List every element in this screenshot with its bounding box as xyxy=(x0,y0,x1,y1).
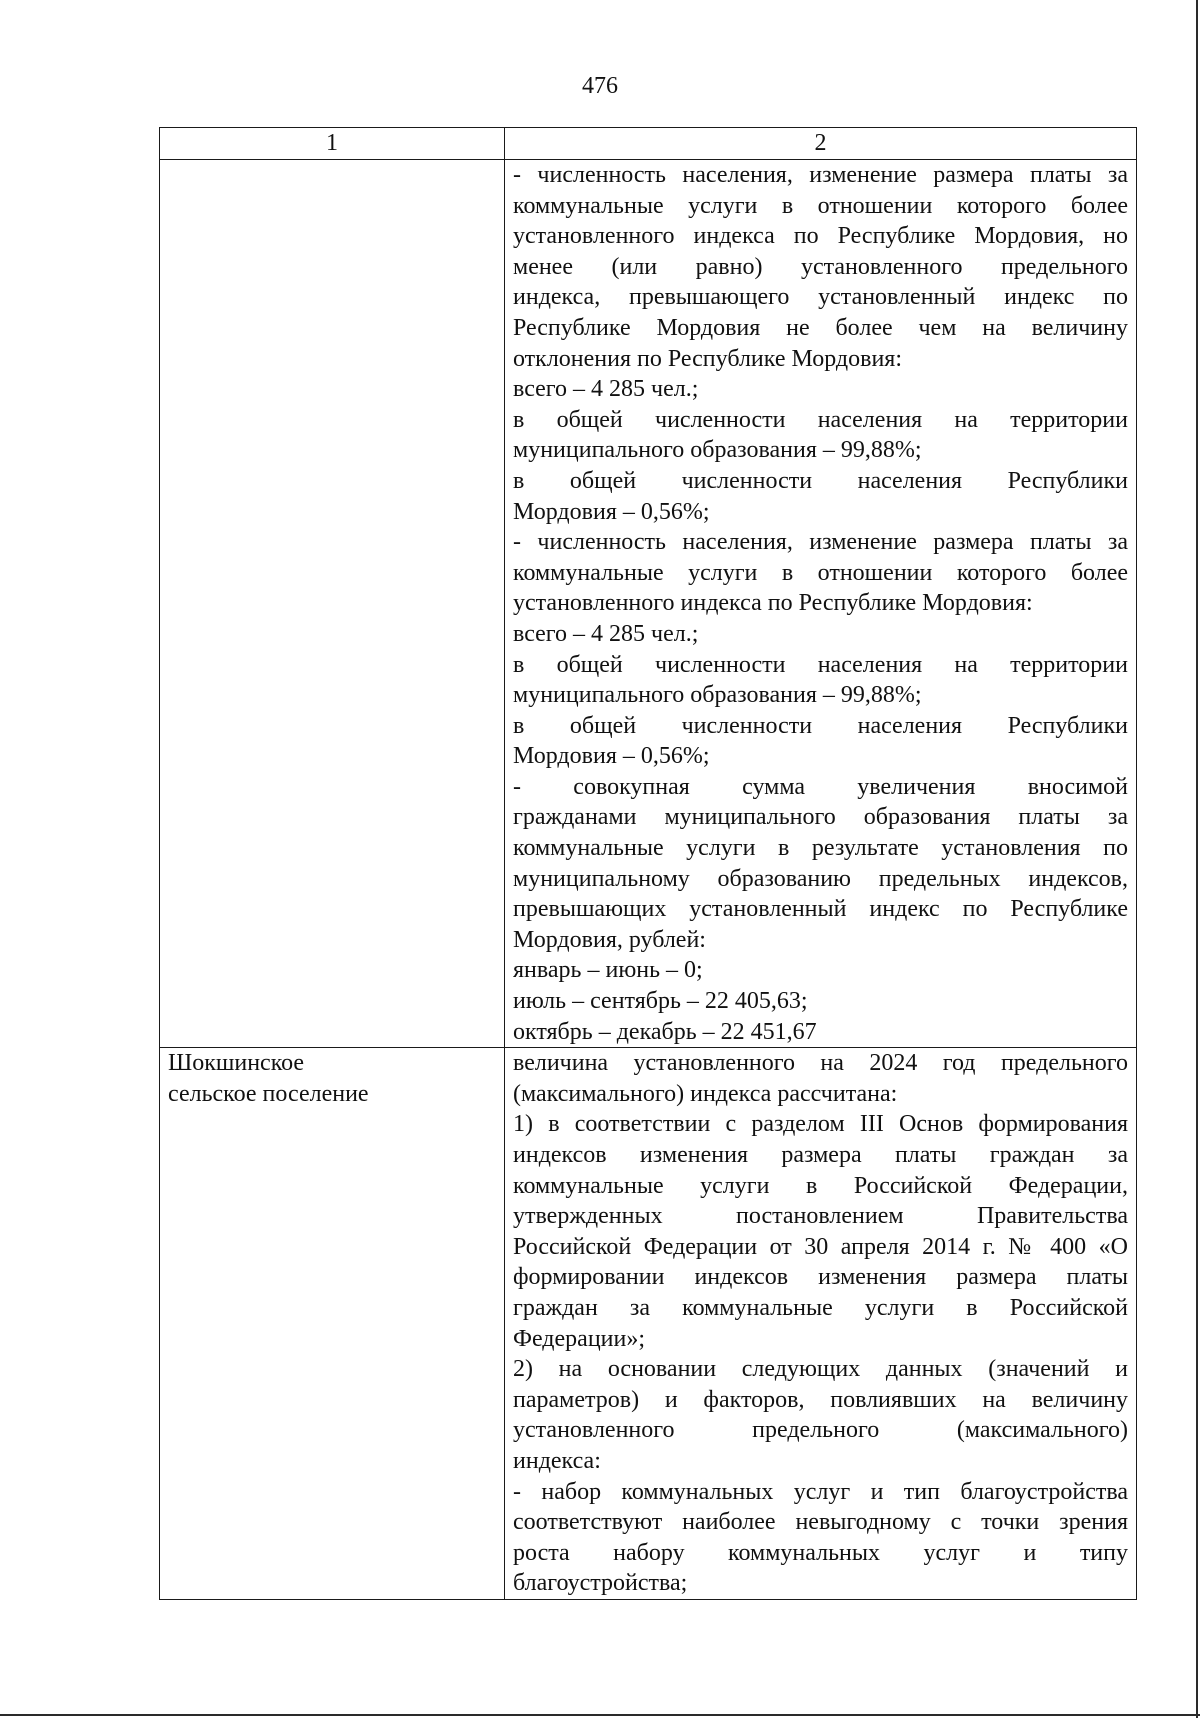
text-line: индексов изменения размера платы граждан за xyxy=(513,1142,1128,1168)
text-line: - совокупная сумма увеличения вносимой xyxy=(513,773,1128,800)
column-header-1: 1 xyxy=(160,128,505,160)
text-line: Российской Федерации от 30 апреля 2014 г. № 400 «О xyxy=(513,1233,1128,1260)
table-header-row xyxy=(160,128,1137,160)
text-line: в общей численности населения на территории xyxy=(513,651,1128,678)
text-line: коммунальные услуги в отношении которого более xyxy=(513,192,1128,219)
scan-right-edge xyxy=(1196,0,1198,1718)
municipality-cell xyxy=(160,1048,505,1600)
text-line: всего – 4 285 чел.; xyxy=(513,620,699,647)
text-line: коммунальные услуги в результате установления по xyxy=(513,835,1128,862)
text-line: муниципальному образованию предельных индексов, xyxy=(513,865,1128,892)
text-line: в общей численности населения Республики xyxy=(513,467,1128,494)
text-line: граждан за коммунальные услуги в Российской xyxy=(513,1294,1128,1321)
text-line: установленного индекса по Республике Мордовия, но xyxy=(513,223,1128,250)
text-line: в общей численности населения Республики xyxy=(513,712,1128,739)
text-line: октябрь – декабрь – 22 451,67 xyxy=(513,1018,817,1045)
text-line: 1) в соответствии с разделом III Основ формирования xyxy=(513,1111,1128,1138)
description-cell xyxy=(505,1048,1137,1600)
text-line: индекса: xyxy=(513,1447,601,1474)
description-cell xyxy=(505,160,1137,1048)
table-row xyxy=(160,1048,1137,1600)
text-line: коммунальные услуги в отношении которого более xyxy=(513,559,1128,586)
text-line: менее (или равно) установленного предельного xyxy=(513,253,1128,280)
text-line: - численность населения, изменение размера платы за xyxy=(513,529,1128,556)
text-line: роста набору коммунальных услуг и типу xyxy=(513,1539,1128,1566)
text-line: установленного индекса по Республике Мордовия: xyxy=(513,590,1033,617)
table-row xyxy=(160,160,1137,1048)
text-line: величина установленного на 2024 год предельного xyxy=(513,1050,1128,1077)
text-line: соответствуют наиболее невыгодному с точки зрения xyxy=(513,1509,1128,1536)
text-line: Республике Мордовия не более чем на величину xyxy=(513,314,1128,341)
text-line: Мордовия, рублей: xyxy=(513,926,706,953)
text-line: формировании индексов изменения размера платы xyxy=(513,1264,1128,1291)
text-line: - численность населения, изменение размера платы за xyxy=(513,162,1128,188)
text-line: превышающих установленный индекс по Республике xyxy=(513,896,1128,923)
text-line: всего – 4 285 чел.; xyxy=(513,376,699,403)
text-line: индекса, превышающего установленный индекс по xyxy=(513,284,1128,311)
text-line: июль – сентябрь – 22 405,63; xyxy=(513,988,808,1015)
text-line: гражданами муниципального образования платы за xyxy=(513,804,1128,831)
text-line: - набор коммунальных услуг и тип благоустройства xyxy=(513,1478,1128,1505)
text-line: благоустройства; xyxy=(513,1570,688,1597)
text-line: (максимального) индекса рассчитана: xyxy=(513,1080,898,1107)
text-line: январь – июнь – 0; xyxy=(513,957,703,984)
text-line: установленного предельного (максимального) xyxy=(513,1417,1128,1444)
text-line: утвержденных постановлением Правительства xyxy=(513,1203,1128,1230)
municipality-cell xyxy=(160,160,505,1048)
municipality-name-line: Шокшинское xyxy=(168,1050,305,1077)
column-header-2: 2 xyxy=(505,128,1137,160)
municipality-name-line: сельское поселение xyxy=(168,1080,369,1107)
text-line: коммунальные услуги в Российской Федерации, xyxy=(513,1172,1128,1199)
text-line: 2) на основании следующих данных (значений и xyxy=(513,1356,1128,1383)
text-line: Мордовия – 0,56%; xyxy=(513,743,710,770)
text-line: отклонения по Республике Мордовия: xyxy=(513,345,903,372)
text-line: параметров) и факторов, повлиявших на величину xyxy=(513,1386,1128,1413)
document-table xyxy=(159,127,1137,1600)
scan-bottom-edge xyxy=(0,1714,1200,1716)
text-line: в общей численности населения на территории xyxy=(513,406,1128,433)
page-number: 476 xyxy=(582,73,618,99)
text-line: муниципального образования – 99,88%; xyxy=(513,437,922,464)
text-line: муниципального образования – 99,88%; xyxy=(513,682,922,709)
text-line: Федерации»; xyxy=(513,1325,646,1352)
text-line: Мордовия – 0,56%; xyxy=(513,498,710,525)
